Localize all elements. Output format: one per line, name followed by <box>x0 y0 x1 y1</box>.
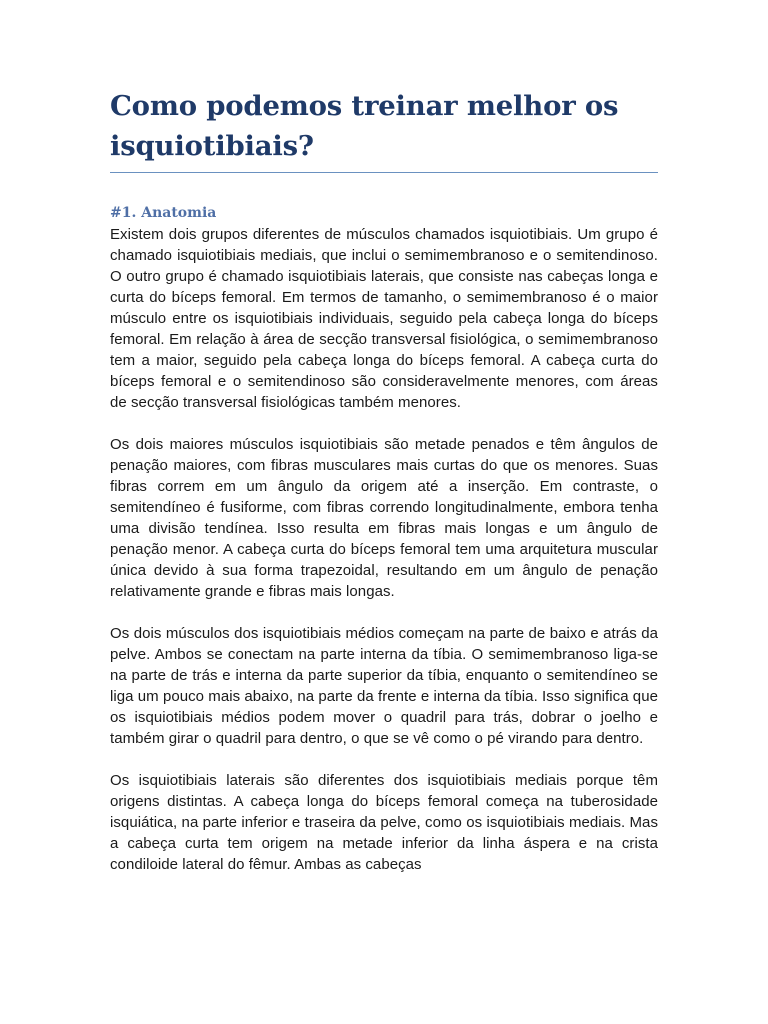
section-heading-anatomia: #1. Anatomia <box>110 205 217 221</box>
document-page <box>110 86 658 896</box>
paragraph-3: Os dois músculos dos isquiotibiais médios começam na parte de baixo e atrás da pelve. Ambos se conectam na parte interna da tíbia. O semimembranoso liga-se na parte de trás e interna da parte superior da tíbia, enquanto o semitendíneo se liga um pouco mais abaixo, na parte da frente e interna da tíbia. Isso significa que os isquiotibiais médios podem mover o quadril para trás, dobrar o joelho e também girar o quadril para dentro, o que se vê como o pé virando para dentro. <box>110 625 658 747</box>
document-title: Como podemos treinar melhor os isquiotibiais? <box>110 90 619 162</box>
paragraph-2: Os dois maiores músculos isquiotibiais são metade penados e têm ângulos de penação maiores, com fibras musculares mais curtas do que os menores. Suas fibras correm em um ângulo da origem até a inserção. Em contraste, o semitendíneo é fusiforme, com fibras correndo longitudinalmente, embora tenha uma divisão tendínea. Isso resulta em fibras mais longas e um ângulo de penação menor. A cabeça curta do bíceps femoral tem uma arquitetura muscular única devido à sua forma trapezoidal, resultando em um ângulo de penação relativamente grande e fibras mais longas. <box>110 436 658 600</box>
paragraph-4: Os isquiotibiais laterais são diferentes dos isquiotibiais mediais porque têm origens distintas. A cabeça longa do bíceps femoral começa na tuberosidade isquiática, na parte inferior e traseira da pelve, como os isquiotibiais mediais. Mas a cabeça curta tem origem na metade inferior da linha áspera e na crista condiloide lateral do fêmur. Ambas as cabeças <box>110 772 658 873</box>
paragraph-1: Existem dois grupos diferentes de músculos chamados isquiotibiais. Um grupo é chamado isquiotibiais mediais, que inclui o semimembranoso e o semitendinoso. O outro grupo é chamado isquiotibiais laterais, que consiste nas cabeças longa e curta do bíceps femoral. Em termos de tamanho, o semimembranoso é o maior músculo entre os isquiotibiais individuais, seguido pela cabeça longa do bíceps femoral. Em relação à área de secção transversal fisiológica, o semimembranoso tem a maior, seguido pela cabeça longa do bíceps femoral. A cabeça curta do bíceps femoral e o semitendinoso são consideravelmente menores, com áreas de secção transversal fisiológicas também menores. <box>110 226 658 411</box>
title-underline-divider <box>110 172 658 173</box>
